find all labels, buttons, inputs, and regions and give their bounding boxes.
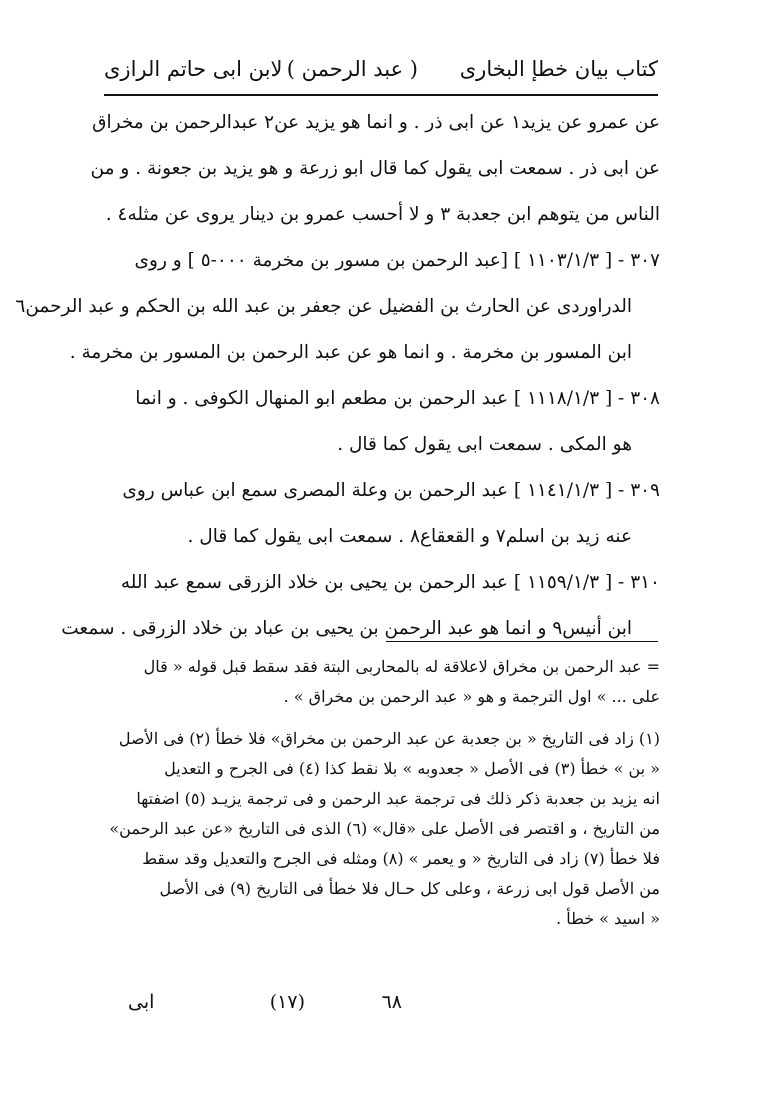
- catchword: ابى: [128, 991, 155, 1013]
- running-header: [104, 46, 658, 92]
- footnote-line: « اسيد » خطأ .: [556, 909, 660, 928]
- author-name: لابن ابى حاتم الرازى: [104, 57, 283, 81]
- text-line: عنه زيد بن اسلم٧ و القعقاع٨ . سمعت ابى يقول كما قال .: [187, 526, 632, 547]
- header-rule: [104, 94, 658, 96]
- footnote-continuation-line: = عبد الرحمن بن مخراق لاعلاقة له بالمحاربى البتة فقد سقط قبل قوله « قال: [143, 657, 660, 676]
- text-line: الدراوردى عن الحارث بن الفضيل عن جعفر بن عبد الله بن الحكم و عبد الرحمن٦: [15, 296, 632, 317]
- footnote-line: من التاريخ ، و اقتصر فى الأصل على «قال» (٦) الذى فى التاريخ «عن عبد الرحمن»: [109, 819, 660, 838]
- entry-line-309: ٣٠٩ - [ ١١٤١/١/٣ ] عبد الرحمن بن وعلة المصرى سمع ابن عباس روى: [122, 480, 660, 501]
- entry-line-310: ٣١٠ - [ ١١٥٩/١/٣ ] عبد الرحمن بن يحيى بن خلاد الزرقى سمع عبد الله: [120, 572, 660, 593]
- footnote-line: فلا خطأ (٧) زاد فى التاريخ « و يعمر » (٨) ومثله فى الجرح والتعديل وقد سقط: [142, 849, 660, 868]
- text-line: عن عمرو عن يزيد١ عن ابى ذر . و انما هو يزيد عن٢ عبدالرحمن بن مخراق: [92, 112, 660, 133]
- footnote-line: (١) زاد فى التاريخ « بن جعدبة عن عبد الرحمن بن مخراق» فلا خطأ (٢) فى الأصل: [118, 729, 660, 748]
- entry-line-307: ٣٠٧ - [ ١١٠٣/١/٣ ] [عبد الرحمن بن مسور بن مخرمة ٠٠٠-٥ ] و روى: [134, 250, 660, 271]
- text-line: ابن أنيس٩ و انما هو عبد الرحمن بن يحيى بن عباد بن خلاد الزرقى . سمعت: [61, 618, 632, 639]
- text-line: عن ابى ذر . سمعت ابى يقول كما قال ابو زرعة و هو يزيد بن جعونة . و من: [90, 158, 660, 179]
- main-text: [15, 100, 660, 652]
- footnotes: [100, 652, 660, 934]
- footnote-continuation-line: على ... » اول الترجمة و هو « عبد الرحمن بن مخراق » .: [283, 687, 660, 706]
- footnote-line: من الأصل قول ابى زرعة ، وعلى كل حـال فلا خطأ فى التاريخ (٩) فى الأصل: [159, 879, 660, 898]
- footnote-line: انه يزيد بن جعدبة ذكر ذلك فى ترجمة عبد الرحمن و فى ترجمة يزيـد (٥) اضفتها: [136, 789, 660, 808]
- page-number: ٦٨: [381, 991, 402, 1013]
- page-footer: [100, 982, 660, 1022]
- footnote-rule: [386, 641, 658, 642]
- book-title: كتاب بيان خطإ البخارى: [459, 57, 658, 81]
- text-line: هو المكى . سمعت ابى يقول كما قال .: [337, 434, 632, 455]
- entry-line-308: ٣٠٨ - [ ١١١٨/١/٣ ] عبد الرحمن بن مطعم ابو المنهال الكوفى . و انما: [135, 388, 660, 409]
- text-line: ابن المسور بن مخرمة . و انما هو عن عبد الرحمن بن المسور بن مخرمة .: [69, 342, 632, 363]
- text-line: الناس من يتوهم ابن جعدبة ٣ و لا أحسب عمرو بن دينار يروى عن مثله٤ .: [105, 204, 660, 225]
- section-title: ( عبد الرحمن ): [286, 57, 418, 81]
- part-number: (١٧): [269, 991, 305, 1013]
- footnote-line: « بن » خطأ (٣) فى الأصل « جعدوبه » بلا نقط كذا (٤) فى الجرح و التعديل: [164, 759, 660, 778]
